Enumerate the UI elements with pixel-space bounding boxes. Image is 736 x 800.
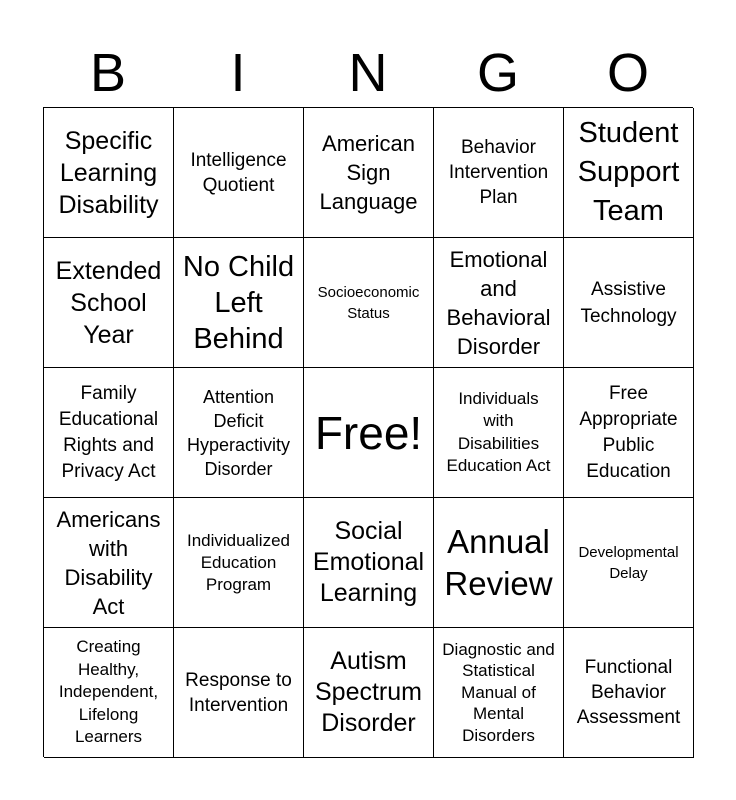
cell-text: American Sign Language (319, 131, 418, 214)
cell-text: Behavior Intervention Plan (448, 137, 549, 208)
cell-text: Individualized Education Program (186, 530, 290, 594)
cell-text: Individuals with Disabilities Education Act (446, 388, 551, 475)
bingo-cell[interactable] (564, 238, 694, 368)
cell-text: Assistive Technology (580, 278, 677, 327)
bingo-cell[interactable] (434, 108, 564, 238)
cell-text: Autism Spectrum Disorder (315, 647, 422, 737)
cell-text: Diagnostic and Statistical Manual of Mental Disorders (442, 639, 555, 745)
cell-text: Family Educational Rights and Privacy Act (58, 382, 159, 482)
bingo-cell[interactable] (564, 368, 694, 498)
bingo-cell[interactable] (44, 108, 174, 238)
cell-text: Intelligence Quotient (190, 149, 287, 196)
bingo-cell[interactable] (434, 238, 564, 368)
bingo-cell[interactable] (304, 238, 434, 368)
header-letter-o: O (606, 43, 649, 103)
bingo-cell[interactable] (174, 628, 304, 758)
bingo-header (43, 42, 693, 104)
bingo-cell[interactable] (304, 368, 434, 498)
bingo-cell[interactable] (44, 368, 174, 498)
cell-text: Functional Behavior Assessment (576, 657, 681, 728)
bingo-cell[interactable] (44, 498, 174, 628)
bingo-cell[interactable] (44, 628, 174, 758)
header-letter-i: I (230, 43, 246, 103)
cell-text: Extended School Year (55, 256, 162, 349)
bingo-cell[interactable] (44, 238, 174, 368)
cell-text: Developmental Delay (578, 543, 679, 582)
bingo-board (43, 107, 693, 757)
bingo-cell[interactable] (304, 108, 434, 238)
bingo-cell[interactable] (434, 368, 564, 498)
cell-text: Response to Intervention (185, 669, 292, 716)
cell-text: Creating Healthy, Independent, Lifelong Learners (58, 637, 159, 747)
header-letter-b: B (89, 43, 127, 103)
bingo-cell[interactable] (564, 498, 694, 628)
cell-text: Annual Review (444, 522, 553, 602)
cell-text: Specific Learning Disability (58, 126, 159, 219)
free-space-text: Free! (314, 406, 423, 459)
bingo-cell[interactable] (564, 108, 694, 238)
bingo-cell[interactable] (174, 238, 304, 368)
bingo-cell[interactable] (174, 498, 304, 628)
bingo-cell[interactable] (304, 628, 434, 758)
header-letter-g: G (476, 43, 519, 103)
bingo-cell[interactable] (434, 498, 564, 628)
bingo-cell[interactable] (564, 628, 694, 758)
cell-text: Attention Deficit Hyperactivity Disorder (186, 386, 291, 479)
cell-text: Free Appropriate Public Education (579, 382, 678, 482)
cell-text: Socioeconomic Status (317, 283, 420, 322)
cell-text: Americans with Disability Act (56, 506, 161, 619)
cell-text: No Child Left Behind (182, 250, 295, 355)
bingo-cell[interactable] (434, 628, 564, 758)
cell-text: Social Emotional Learning (312, 517, 425, 607)
bingo-cell[interactable] (304, 498, 434, 628)
header-letter-n: N (348, 43, 388, 103)
cell-text: Student Support Team (577, 117, 680, 227)
cell-text: Emotional and Behavioral Disorder (446, 246, 551, 359)
bingo-cell[interactable] (174, 108, 304, 238)
bingo-cell[interactable] (174, 368, 304, 498)
